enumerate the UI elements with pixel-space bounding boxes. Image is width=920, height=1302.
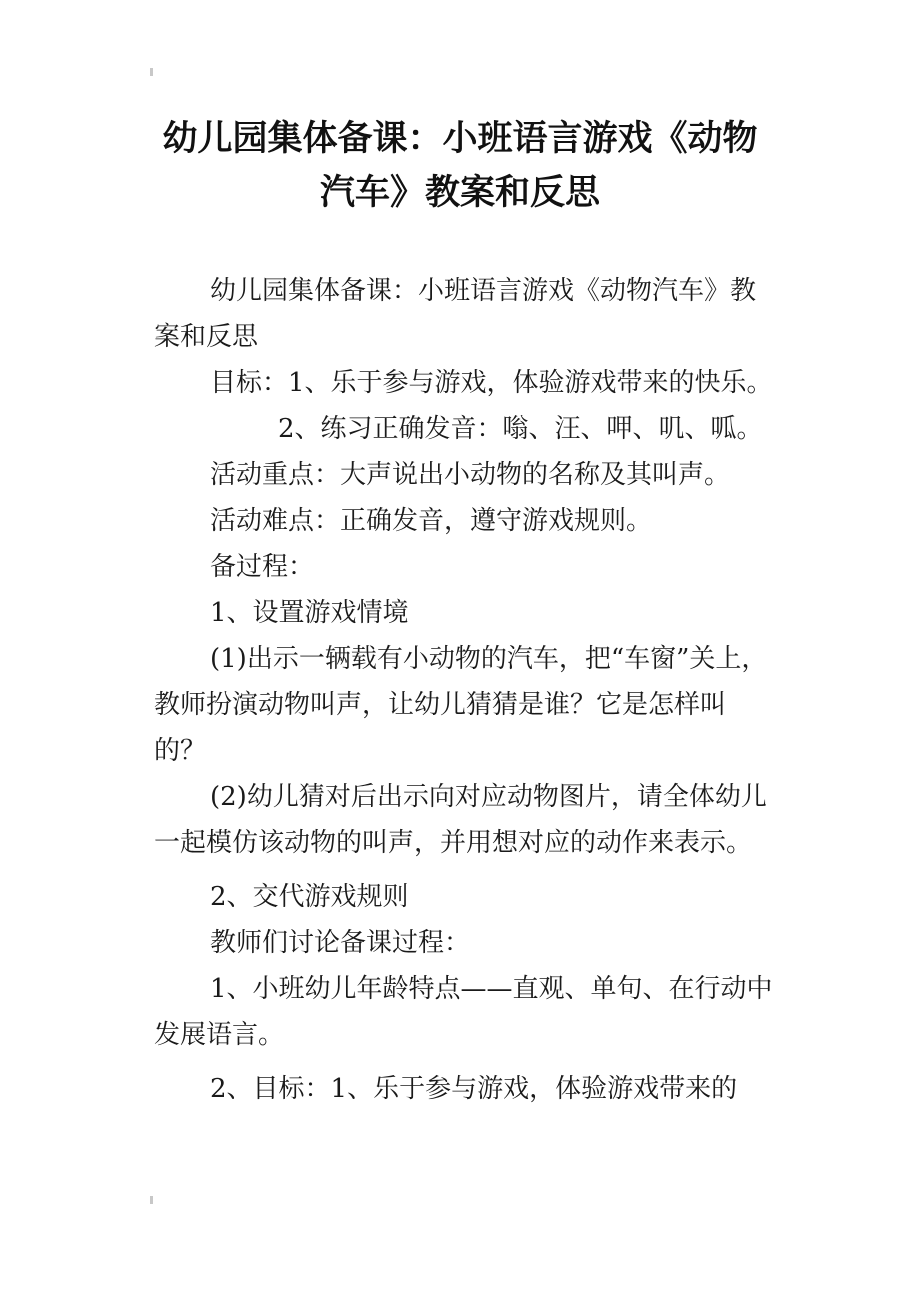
paragraph: 1、设置游戏情境 bbox=[210, 598, 409, 628]
paragraph: 活动难点：正确发音，遵守游戏规则。 bbox=[210, 506, 653, 536]
paragraph: 2、交代游戏规则 bbox=[210, 882, 409, 912]
paragraph: 目标：1、乐于参与游戏，体验游戏带来的快乐。 bbox=[210, 368, 773, 398]
scan-mark bbox=[150, 68, 153, 76]
scan-mark bbox=[150, 1196, 153, 1204]
paragraph: 幼儿园集体备课：小班语言游戏《动物汽车》教案和反思 bbox=[154, 276, 757, 352]
document-body bbox=[154, 268, 774, 1112]
paragraph: 教师们讨论备课过程： bbox=[210, 928, 471, 958]
paragraph: 2、练习正确发音：嗡、汪、呷、叽、呱。 bbox=[278, 414, 763, 444]
paragraph: 备过程： bbox=[210, 552, 315, 582]
paragraph: (2)幼儿猜对后出示向对应动物图片，请全体幼儿一起模仿该动物的叫声，并用想对应的动作来表示。 bbox=[154, 782, 767, 858]
document-title: 幼儿园集体备课：小班语言游戏《动物汽车》教案和反思 bbox=[162, 119, 758, 213]
paragraph: 1、小班幼儿年龄特点——直观、单句、在行动中发展语言。 bbox=[154, 974, 773, 1050]
paragraph: 活动重点：大声说出小动物的名称及其叫声。 bbox=[210, 460, 731, 490]
paragraph: (1)出示一辆载有小动物的汽车，把“车窗”关上，教师扮演动物叫声，让幼儿猜猜是谁？它是怎样叫的？ bbox=[154, 644, 768, 766]
paragraph: 2、目标：1、乐于参与游戏，体验游戏带来的 bbox=[210, 1074, 738, 1104]
